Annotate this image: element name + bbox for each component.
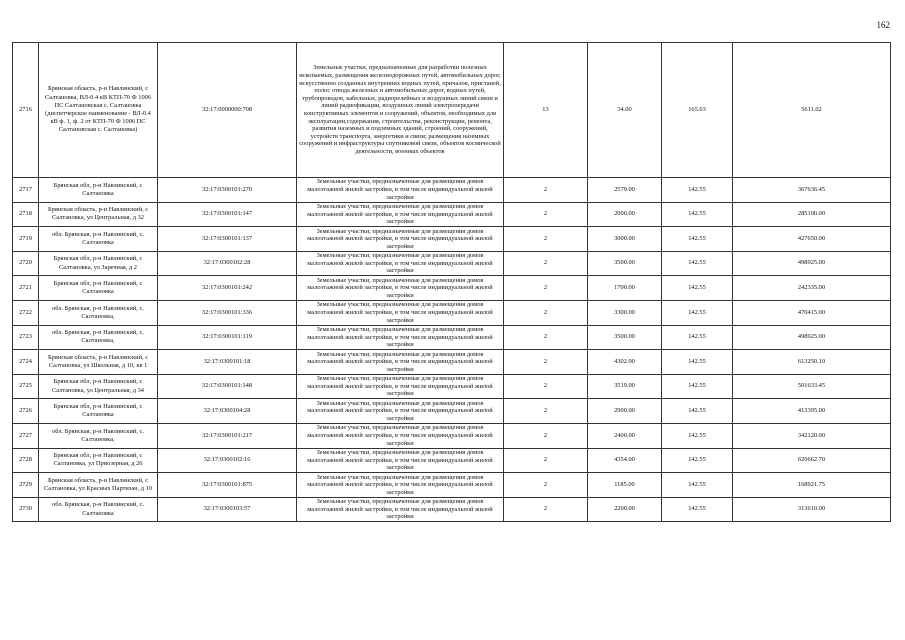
cadastral-value-cell: 427650.00: [733, 227, 891, 252]
table-row: [13, 473, 891, 498]
row-number: 2718: [13, 202, 39, 227]
address-cell: Брянская обл, р-н Навлинский, с Салтановка, ул Заречная, д 2: [39, 251, 158, 276]
cadastral-value-cell: 168921.75: [733, 473, 891, 498]
cadastral-value-cell: 501633.45: [733, 374, 891, 399]
cadastral-number-cell: 32:17:0300101:217: [158, 423, 297, 448]
group-cell: 2: [504, 251, 588, 276]
table-row: [13, 325, 891, 350]
cadastral-value-cell: 313610.00: [733, 497, 891, 522]
group-cell: 2: [504, 350, 588, 375]
land-use-cell: Земельные участки, предназначенные для размещения домов малоэтажной жилой застройки, в том числе индивидуальной жилой застройки: [297, 251, 504, 276]
cadastral-number-cell: 32:17:0300101:18: [158, 350, 297, 375]
table-row: [13, 43, 891, 178]
cadastral-value-cell: 498925.00: [733, 251, 891, 276]
table-row: [13, 374, 891, 399]
group-cell: 13: [504, 43, 588, 178]
area-cell: 2579.00: [588, 178, 662, 203]
table-row: [13, 497, 891, 522]
land-use-cell: Земельные участки, предназначенные для размещения домов малоэтажной жилой застройки, в том числе индивидуальной жилой застройки: [297, 448, 504, 473]
land-use-cell: Земельные участки, предназначенные для размещения домов малоэтажной жилой застройки, в том числе индивидуальной жилой застройки: [297, 178, 504, 203]
table-row: [13, 202, 891, 227]
land-use-cell: Земельные участки, предназначенные для размещения домов малоэтажной жилой застройки, в том числе индивидуальной жилой застройки: [297, 350, 504, 375]
land-use-cell: Земельные участки, предназначенные для размещения домов малоэтажной жилой застройки, в том числе индивидуальной жилой застройки: [297, 423, 504, 448]
rate-cell: 165.03: [662, 43, 733, 178]
address-cell: Брянская обл, р-н Навлинский, с Салтановка, ул Центральная, д 34: [39, 374, 158, 399]
cadastral-value-cell: 5611.02: [733, 43, 891, 178]
address-cell: Брянская обл, р-н Навлинский, с Салтановка, ул Приозерная, д 26: [39, 448, 158, 473]
table-body: [13, 43, 891, 522]
row-number: 2719: [13, 227, 39, 252]
row-number: 2716: [13, 43, 39, 178]
rate-cell: 142.55: [662, 448, 733, 473]
cadastral-number-cell: 32:17:0300101:137: [158, 227, 297, 252]
row-number: 2725: [13, 374, 39, 399]
cadastral-number-cell: 32:17:0300101:336: [158, 300, 297, 325]
cadastral-number-cell: 32:17:0300102:28: [158, 251, 297, 276]
row-number: 2717: [13, 178, 39, 203]
cadastral-value-cell: 413395.00: [733, 399, 891, 424]
rate-cell: 142.55: [662, 251, 733, 276]
address-cell: Брянская область, р-н Навлинский, с Салтановка, ул Центральная, д 32: [39, 202, 158, 227]
land-use-cell: Земельные участки, предназначенные для размещения домов малоэтажной жилой застройки, в том числе индивидуальной жилой застройки: [297, 276, 504, 301]
table-row: [13, 423, 891, 448]
row-number: 2722: [13, 300, 39, 325]
cadastral-number-cell: 32:17:0300101:148: [158, 374, 297, 399]
land-use-cell: Земельные участки, предназначенные для размещения домов малоэтажной жилой застройки, в том числе индивидуальной жилой застройки: [297, 374, 504, 399]
group-cell: 2: [504, 423, 588, 448]
group-cell: 2: [504, 473, 588, 498]
row-number: 2723: [13, 325, 39, 350]
land-use-cell: Земельные участки, предназначенные для размещения домов малоэтажной жилой застройки, в том числе индивидуальной жилой застройки: [297, 325, 504, 350]
rate-cell: 142.55: [662, 473, 733, 498]
address-cell: обл. Брянская, р-н Навлинский, с. Салтановка: [39, 497, 158, 522]
row-number: 2727: [13, 423, 39, 448]
cadastral-number-cell: 32:17:0300103:57: [158, 497, 297, 522]
cadastral-number-cell: 32:17:0300102:16: [158, 448, 297, 473]
land-use-cell: Земельные участки, предназначенные для размещения домов малоэтажной жилой застройки, в том числе индивидуальной жилой застройки: [297, 227, 504, 252]
rate-cell: 142.55: [662, 374, 733, 399]
area-cell: 3519.00: [588, 374, 662, 399]
table-row: [13, 399, 891, 424]
cadastral-value-table: [12, 42, 891, 522]
group-cell: 2: [504, 300, 588, 325]
cadastral-number-cell: 32:17:0300101:119: [158, 325, 297, 350]
group-cell: 2: [504, 448, 588, 473]
table-row: [13, 251, 891, 276]
rate-cell: 142.55: [662, 276, 733, 301]
address-cell: Брянская обл, р-н Навлинский, с Салтановка: [39, 276, 158, 301]
cadastral-value-cell: 285100.00: [733, 202, 891, 227]
area-cell: 1185.00: [588, 473, 662, 498]
rate-cell: 142.55: [662, 497, 733, 522]
row-number: 2720: [13, 251, 39, 276]
cadastral-number-cell: 32:17:0300101:242: [158, 276, 297, 301]
area-cell: 2200.00: [588, 497, 662, 522]
cadastral-value-cell: 470415.00: [733, 300, 891, 325]
page-number: 162: [876, 20, 890, 30]
group-cell: 2: [504, 178, 588, 203]
row-number: 2726: [13, 399, 39, 424]
cadastral-value-cell: 620662.70: [733, 448, 891, 473]
address-cell: Брянская обл, р-н Навлинский, с Салтановка: [39, 178, 158, 203]
cadastral-value-cell: 242335.00: [733, 276, 891, 301]
cadastral-number-cell: 32:17:0000000:708: [158, 43, 297, 178]
rate-cell: 142.55: [662, 227, 733, 252]
address-cell: Брянская область, р-н Навлинский, с Салтановка, ул Школьная, д 10, кв 1: [39, 350, 158, 375]
rate-cell: 142.55: [662, 423, 733, 448]
address-cell: обл. Брянская, р-н Навлинский, с. Салтановка,: [39, 325, 158, 350]
land-use-cell: Земельные участки, предназначенные для размещения домов малоэтажной жилой застройки, в том числе индивидуальной жилой застройки: [297, 399, 504, 424]
group-cell: 2: [504, 276, 588, 301]
area-cell: 3000.00: [588, 227, 662, 252]
group-cell: 2: [504, 202, 588, 227]
address-cell: обл. Брянская, р-н Навлинский, с. Салтановка: [39, 227, 158, 252]
address-cell: Брянская обл, р-н Навлинский, с Салтановка: [39, 399, 158, 424]
group-cell: 2: [504, 227, 588, 252]
land-use-cell: Земельные участки, предназначенные для размещения домов малоэтажной жилой застройки, в том числе индивидуальной жилой застройки: [297, 300, 504, 325]
cadastral-value-cell: 613250.10: [733, 350, 891, 375]
group-cell: 2: [504, 497, 588, 522]
table-row: [13, 276, 891, 301]
area-cell: 4354.00: [588, 448, 662, 473]
area-cell: 3500.00: [588, 325, 662, 350]
cadastral-number-cell: 32:17:0300104:28: [158, 399, 297, 424]
cadastral-value-cell: 498925.00: [733, 325, 891, 350]
area-cell: 3500.00: [588, 251, 662, 276]
rate-cell: 142.55: [662, 202, 733, 227]
area-cell: 1700.00: [588, 276, 662, 301]
area-cell: 3300.00: [588, 300, 662, 325]
land-use-cell: Земельные участки, предназначенные для размещения домов малоэтажной жилой застройки, в том числе индивидуальной жилой застройки: [297, 202, 504, 227]
area-cell: 2000.00: [588, 202, 662, 227]
land-use-cell: Земельные участки, предназначенные для разработки полезных ископаемых, размещения железнодорожных путей, автомобильных дорог, искусственно созданных внутренних водных путей, причалов, пристаней, полос отвода железных и автомобильных дорог, водных путей, трубопроводов, кабельных, радиорелейных и воздушных линий связи и линий радиофикации, воздушных линий электропередачи конструктивных элементов и сооружений, объектов, необходимых для эксплуатации,содержания, строительства, реконструкции, ремонта, развития наземных и подземных зданий, строений, сооружений, устройств транспорта, энергетики и связи; размещения наземных сооружений и инфраструктуры спутниковой связи, объектов космической деятельности, военных объектов: [297, 43, 504, 178]
address-cell: обл. Брянская, р-н Навлинский, с. Салтановка,: [39, 300, 158, 325]
table-row: [13, 227, 891, 252]
rate-cell: 142.55: [662, 399, 733, 424]
row-number: 2730: [13, 497, 39, 522]
rate-cell: 142.55: [662, 178, 733, 203]
area-cell: 34.00: [588, 43, 662, 178]
land-use-cell: Земельные участки, предназначенные для размещения домов малоэтажной жилой застройки, в том числе индивидуальной жилой застройки: [297, 473, 504, 498]
cadastral-value-cell: 342120.00: [733, 423, 891, 448]
land-use-cell: Земельные участки, предназначенные для размещения домов малоэтажной жилой застройки, в том числе индивидуальной жилой застройки: [297, 497, 504, 522]
group-cell: 2: [504, 325, 588, 350]
table-row: [13, 350, 891, 375]
table-row: [13, 448, 891, 473]
area-cell: 2900.00: [588, 399, 662, 424]
row-number: 2728: [13, 448, 39, 473]
cadastral-number-cell: 32:17:0300101:270: [158, 178, 297, 203]
rate-cell: 142.55: [662, 325, 733, 350]
rate-cell: 142.55: [662, 350, 733, 375]
group-cell: 2: [504, 374, 588, 399]
cadastral-number-cell: 32:17:0300101:875: [158, 473, 297, 498]
table-row: [13, 178, 891, 203]
rate-cell: 142.55: [662, 300, 733, 325]
table-row: [13, 300, 891, 325]
address-cell: обл. Брянская, р-н Навлинский, с. Салтановка,: [39, 423, 158, 448]
address-cell: Брянская область, р-н Навлинский, с Салтановка, ВЛ-0.4 кВ КТП-70 Ф 1006 ПС Салтановская с. Салтановка (диспетчерское наименование - ВЛ-0.4 кВ ф. 1, ф. 2 от КТП-70 Ф 1006 ПС Салтановская с. Салтановка): [39, 43, 158, 178]
row-number: 2721: [13, 276, 39, 301]
address-cell: Брянская область, р-н Навлинский, с Салтановка, ул Красных Партизан, д 10: [39, 473, 158, 498]
group-cell: 2: [504, 399, 588, 424]
row-number: 2724: [13, 350, 39, 375]
cadastral-value-cell: 367636.45: [733, 178, 891, 203]
cadastral-number-cell: 32:17:0300101:147: [158, 202, 297, 227]
area-cell: 4302.00: [588, 350, 662, 375]
area-cell: 2400.00: [588, 423, 662, 448]
row-number: 2729: [13, 473, 39, 498]
